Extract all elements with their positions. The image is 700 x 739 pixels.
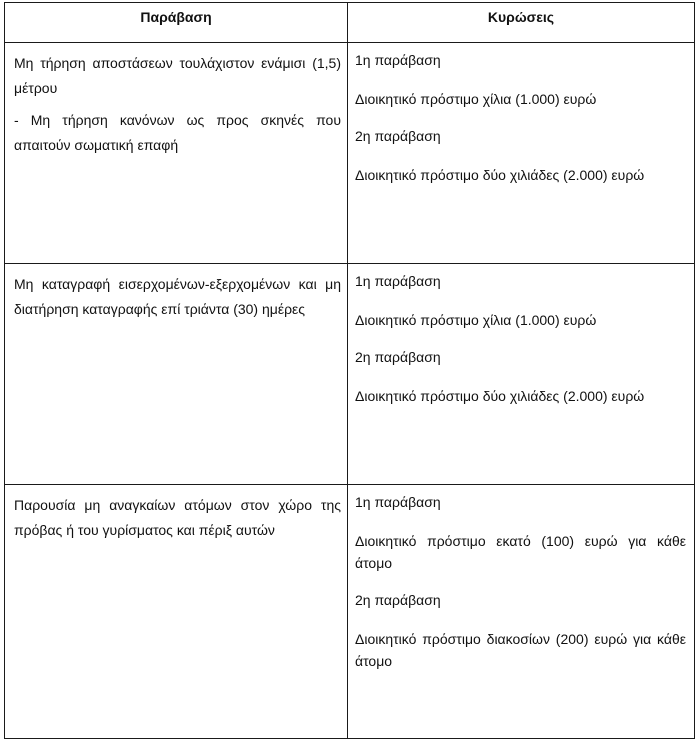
table-row (5, 264, 695, 485)
header-sanctions: Κυρώσεις (348, 3, 695, 43)
fine-text: Διοικητικό πρόστιμο διακοσίων (200) ευρώ για κάθε άτομο (355, 631, 686, 669)
violation-text: Μη καταγραφή εισερχομένων-εξερχομένων και μη διατήρηση καταγραφής επί τριάντα (30) ημέρες (14, 276, 341, 317)
table-row (5, 43, 695, 264)
table-row (5, 485, 695, 739)
sanctions-cell (348, 43, 695, 264)
violation-cell (5, 485, 348, 739)
penalties-table (4, 2, 695, 739)
table-header-row (5, 3, 695, 43)
offense-level: 2η παράβαση (355, 592, 441, 608)
header-violation: Παράβαση (5, 3, 348, 43)
fine-text: Διοικητικό πρόστιμο δύο χιλιάδες (2.000) ευρώ (355, 388, 645, 404)
offense-level: 1η παράβαση (355, 273, 441, 289)
violation-cell (5, 264, 348, 485)
fine-text: Διοικητικό πρόστιμο χίλια (1.000) ευρώ (355, 91, 597, 107)
fine-text: Διοικητικό πρόστιμο δύο χιλιάδες (2.000) ευρώ (355, 167, 645, 183)
violation-text: Παρουσία μη αναγκαίων ατόμων στον χώρο της πρόβας ή του γυρίσματος και πέριξ αυτών (14, 497, 341, 538)
sanctions-cell (348, 264, 695, 485)
violation-text: Μη τήρηση αποστάσεων τουλάχιστον ενάμισι (1,5) μέτρου (14, 55, 341, 96)
fine-text: Διοικητικό πρόστιμο χίλια (1.000) ευρώ (355, 312, 597, 328)
offense-level: 2η παράβαση (355, 128, 441, 144)
violation-cell (5, 43, 348, 264)
fine-text: Διοικητικό πρόστιμο εκατό (100) ευρώ για κάθε άτομο (355, 533, 686, 571)
offense-level: 1η παράβαση (355, 494, 441, 510)
offense-level: 2η παράβαση (355, 349, 441, 365)
sanctions-cell (348, 485, 695, 739)
violation-text: - Μη τήρηση κανόνων ως προς σκηνές που απαιτούν σωματική επαφή (14, 112, 341, 153)
offense-level: 1η παράβαση (355, 52, 441, 68)
